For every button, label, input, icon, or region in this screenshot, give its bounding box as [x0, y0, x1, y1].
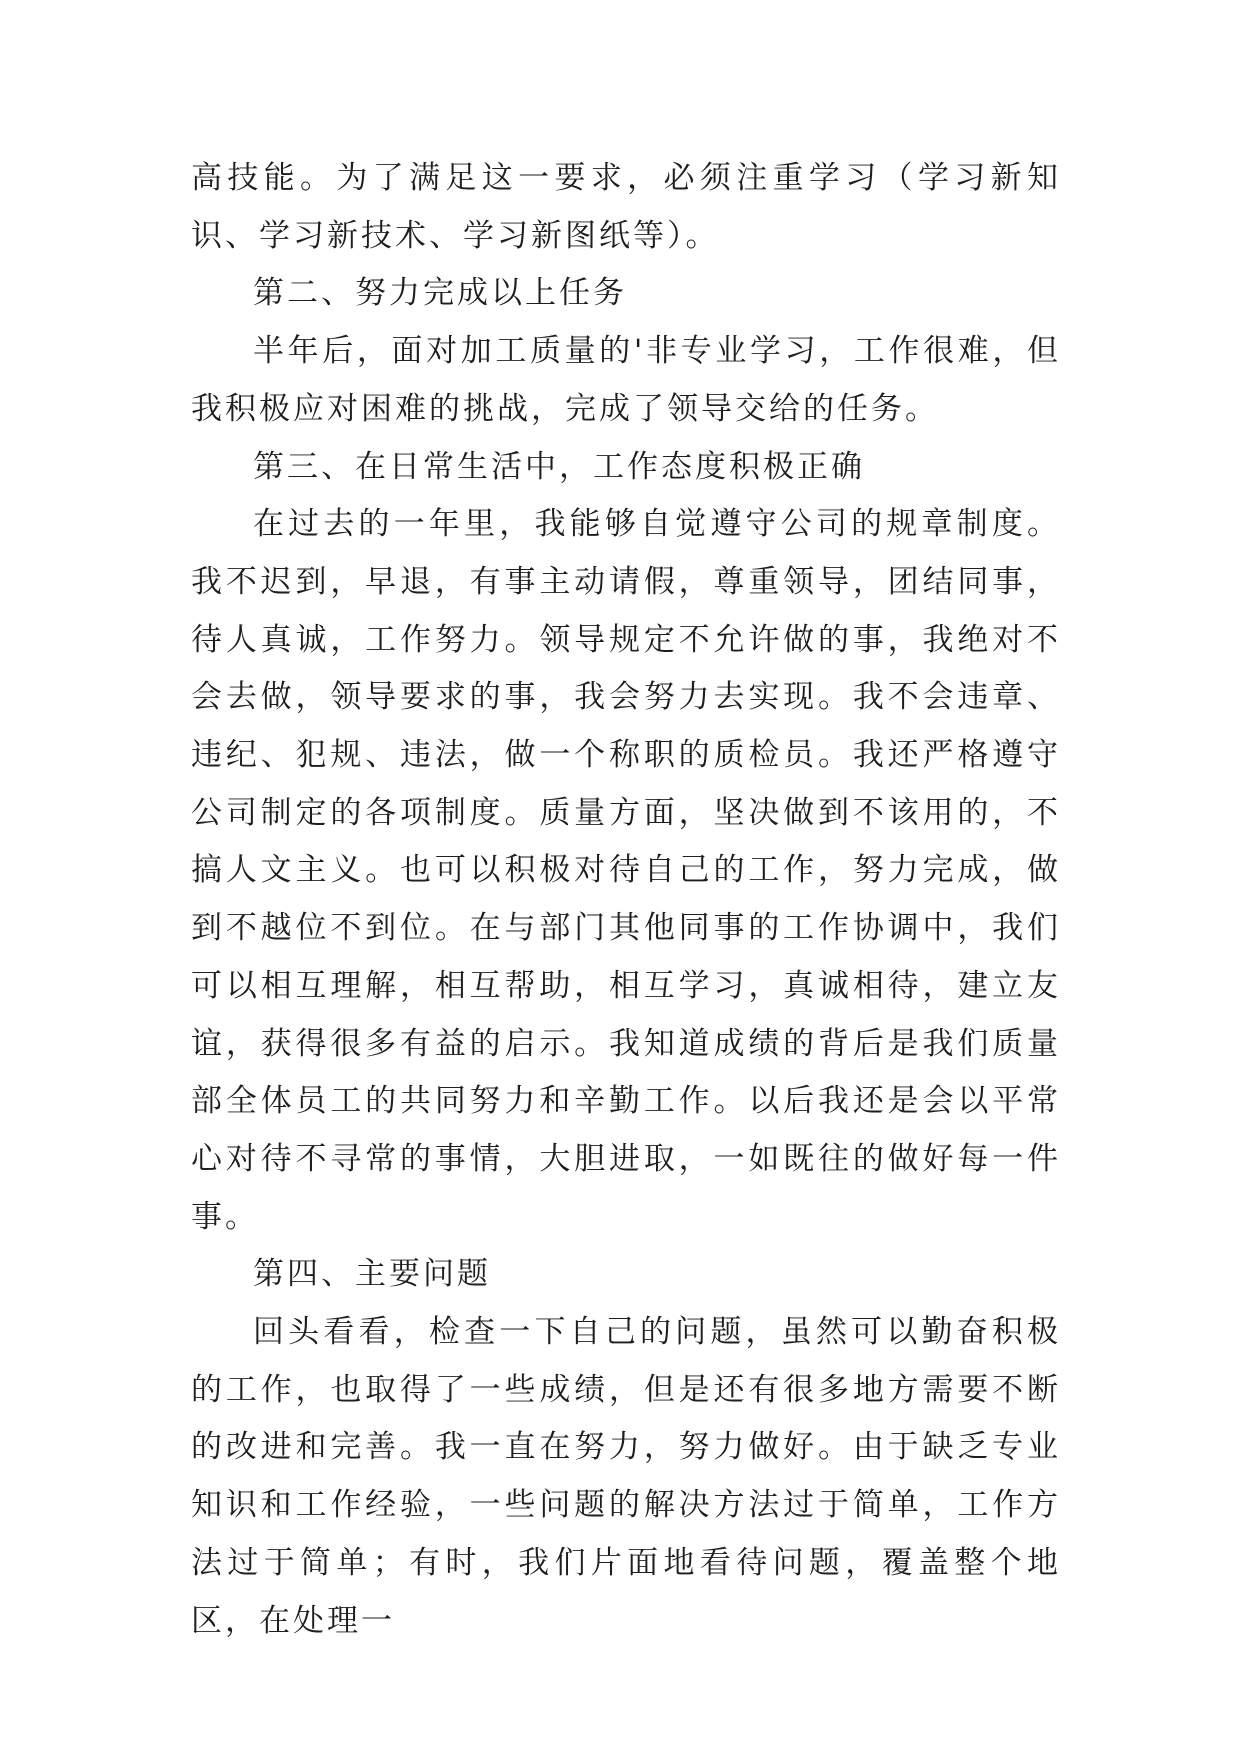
- heading-third-attitude: 第三、在日常生活中，工作态度积极正确: [253, 448, 865, 485]
- heading-second-task: 第二、努力完成以上任务: [253, 275, 627, 312]
- heading-fourth-problems: 第四、主要问题: [253, 1256, 491, 1293]
- document-body: [191, 150, 1061, 1650]
- paragraph-half-year: 半年后，面对加工质量的'非专业学习，工作很难，但我积极应对困难的挑战，完成了领导交给的任务。: [191, 333, 1061, 427]
- paragraph-continuation: 高技能。为了满足这一要求，必须注重学习（学习新知识、学习新技术、学习新图纸等）。: [191, 160, 1061, 254]
- paragraph-past-year: 在过去的一年里，我能够自觉遵守公司的规章制度。我不迟到，早退，有事主动请假，尊重领导，团结同事，待人真诚，工作努力。领导规定不允许做的事，我绝对不会去做，领导要求的事，我会努力去实现。我不会违章、违纪、犯规、违法，做一个称职的质检员。我还严格遵守公司制定的各项制度。质量方面，坚决做到不该用的，不搞人文主义。也可以积极对待自己的工作，努力完成，做到不越位不到位。在与部门其他同事的工作协调中，我们可以相互理解，相互帮助，相互学习，真诚相待，建立友谊，获得很多有益的启示。我知道成绩的背后是我们质量部全体员工的共同努力和辛勤工作。以后我还是会以平常心对待不寻常的事情，大胆进取，一如既往的做好每一件事。: [191, 506, 1061, 1235]
- paragraph-look-back: 回头看看，检查一下自己的问题，虽然可以勤奋积极的工作，也取得了一些成绩，但是还有很多地方需要不断的改进和完善。我一直在努力，努力做好。由于缺乏专业知识和工作经验，一些问题的解决方法过于简单，工作方法过于简单；有时，我们片面地看待问题，覆盖整个地区，在处理一: [191, 1314, 1061, 1639]
